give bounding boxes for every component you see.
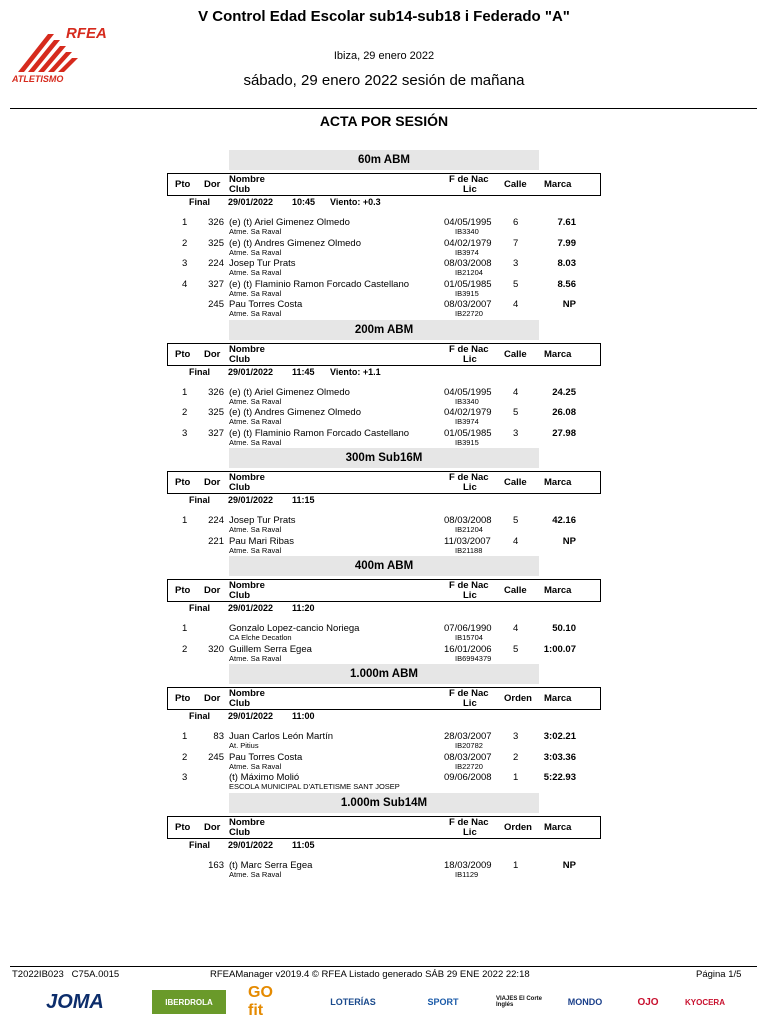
result-mark: 24.25 bbox=[552, 386, 576, 398]
event-title: 400m ABM bbox=[229, 556, 539, 576]
athlete-club: At. Pitius bbox=[229, 741, 259, 750]
birth-date: 07/06/1990 bbox=[444, 623, 492, 634]
col-dor: Dor bbox=[204, 179, 221, 190]
lane: 5 bbox=[513, 407, 519, 418]
heat-date: 29/01/2022 bbox=[228, 366, 274, 377]
result-mark: 8.56 bbox=[557, 278, 576, 290]
position: 2 bbox=[182, 237, 188, 249]
col-lic: Lic bbox=[463, 826, 477, 838]
position: 2 bbox=[182, 643, 188, 655]
heat-date: 29/01/2022 bbox=[228, 711, 274, 721]
birth-date: 08/03/2007 bbox=[444, 751, 492, 763]
sponsor-ojo-logo: OJO bbox=[637, 996, 659, 1008]
birth-date: 18/03/2009 bbox=[444, 859, 492, 871]
result-row bbox=[0, 731, 768, 752]
birth-date: 04/05/1995 bbox=[444, 386, 492, 398]
col-pto: Pto bbox=[175, 585, 191, 596]
bib-number: 325 bbox=[208, 237, 224, 249]
col-lane: Calle bbox=[504, 348, 527, 360]
col-dor: Dor bbox=[204, 693, 221, 704]
place-date: Ibiza, 29 enero 2022 bbox=[333, 50, 435, 62]
athlete-name: (e) (t) Ariel Gimenez Olmedo bbox=[229, 386, 350, 398]
athlete-name: (e) (t) Ariel Gimenez Olmedo bbox=[229, 217, 350, 228]
col-fnac: F de Nac bbox=[449, 688, 489, 699]
event-section bbox=[0, 793, 768, 881]
result-row bbox=[0, 644, 768, 665]
column-header bbox=[167, 343, 601, 366]
col-lane: Calle bbox=[504, 477, 527, 488]
heat-time: 11:20 bbox=[292, 603, 315, 613]
result-row bbox=[0, 258, 768, 279]
license: IB1129 bbox=[455, 869, 479, 879]
birth-date: 08/03/2007 bbox=[444, 299, 492, 310]
col-dor: Dor bbox=[204, 477, 221, 488]
result-row bbox=[0, 515, 768, 536]
athlete-name: Pau Torres Costa bbox=[229, 751, 303, 763]
lane: 2 bbox=[513, 751, 519, 763]
license: IB3915 bbox=[455, 288, 479, 298]
position: 3 bbox=[182, 258, 188, 269]
bib-number: 221 bbox=[208, 535, 224, 547]
footer-code: T2022IB023 C75A.0015 bbox=[12, 969, 120, 980]
birth-date: 04/05/1995 bbox=[444, 217, 492, 228]
col-fnac: F de Nac bbox=[449, 816, 489, 828]
col-club: Club bbox=[229, 698, 251, 709]
birth-date: 28/03/2007 bbox=[444, 731, 492, 742]
bib-number: 320 bbox=[208, 643, 224, 655]
result-row bbox=[0, 772, 768, 793]
col-lic: Lic bbox=[463, 184, 477, 195]
license: IB21204 bbox=[455, 268, 483, 277]
heat-label: Final bbox=[189, 603, 211, 613]
athlete-name: (e) (t) Flaminio Ramon Forcado Castellano bbox=[229, 278, 410, 290]
event-title: 1.000m Sub14M bbox=[229, 793, 539, 813]
result-row bbox=[0, 299, 768, 320]
bib-number: 83 bbox=[213, 731, 224, 742]
col-pto: Pto bbox=[175, 179, 191, 190]
col-lane: Calle bbox=[504, 179, 527, 190]
event-section bbox=[0, 664, 768, 793]
lane: 6 bbox=[513, 217, 519, 228]
sponsor-kyocera-logo: KYOCERA bbox=[684, 997, 725, 1007]
result-mark: 7.99 bbox=[557, 237, 576, 249]
col-pto: Pto bbox=[175, 348, 191, 360]
result-row bbox=[0, 217, 768, 238]
event-title: 300m Sub16M bbox=[229, 448, 539, 468]
position: 1 bbox=[182, 217, 188, 228]
bib-number: 326 bbox=[208, 386, 224, 398]
col-pto: Pto bbox=[175, 693, 191, 704]
position: 3 bbox=[182, 427, 188, 439]
bib-number: 327 bbox=[208, 278, 224, 290]
athlete-club: Atme. Sa Raval bbox=[229, 247, 282, 257]
page-number: Página 1/5 bbox=[696, 969, 742, 980]
col-nombre: Nombre bbox=[229, 816, 265, 828]
heat-info bbox=[0, 196, 768, 210]
position: 2 bbox=[182, 407, 188, 418]
column-header bbox=[167, 173, 601, 196]
bib-number: 224 bbox=[208, 515, 224, 526]
heat-time: 10:45 bbox=[292, 197, 316, 207]
athlete-name: (t) Marc Serra Egea bbox=[229, 859, 313, 871]
col-club: Club bbox=[229, 353, 251, 365]
heat-date: 29/01/2022 bbox=[228, 603, 274, 613]
result-row bbox=[0, 623, 768, 644]
bib-number: 245 bbox=[208, 299, 224, 310]
bib-number: 224 bbox=[208, 258, 224, 269]
birth-date: 09/06/2008 bbox=[444, 772, 492, 783]
event-section bbox=[0, 556, 768, 664]
athlete-club: Atme. Sa Raval bbox=[229, 869, 282, 879]
col-lic: Lic bbox=[463, 590, 477, 601]
col-lane: Calle bbox=[504, 585, 527, 596]
col-marca: Marca bbox=[544, 585, 572, 596]
athlete-name: Josep Tur Prats bbox=[229, 258, 296, 269]
license: IB21188 bbox=[455, 545, 483, 555]
rfea-logo bbox=[8, 22, 108, 84]
athlete-name: (t) Máximo Molió bbox=[229, 772, 300, 783]
col-lic: Lic bbox=[463, 353, 477, 365]
heat-time: 11:00 bbox=[292, 711, 315, 721]
athlete-name: Pau Torres Costa bbox=[229, 299, 303, 310]
result-mark: NP bbox=[562, 859, 576, 871]
sponsor-iberdrola-logo: IBERDROLA bbox=[152, 990, 226, 1014]
col-club: Club bbox=[229, 590, 251, 601]
lane: 1 bbox=[513, 772, 519, 783]
birth-date: 08/03/2008 bbox=[444, 258, 492, 269]
athlete-name: Guillem Serra Egea bbox=[229, 643, 312, 655]
athlete-club: Atme. Sa Raval bbox=[229, 761, 282, 771]
result-mark: 27.98 bbox=[552, 427, 576, 439]
lane: 4 bbox=[513, 299, 519, 310]
result-row bbox=[0, 279, 768, 300]
license: IB15704 bbox=[455, 633, 483, 642]
result-mark: 5:22.93 bbox=[543, 772, 576, 783]
athlete-club: Atme. Sa Raval bbox=[229, 653, 282, 663]
athlete-club: Atme. Sa Raval bbox=[229, 545, 282, 555]
col-fnac: F de Nac bbox=[449, 472, 489, 483]
position: 1 bbox=[182, 386, 188, 398]
column-header bbox=[167, 687, 601, 710]
birth-date: 08/03/2008 bbox=[444, 515, 492, 526]
sponsor-gofit-logo: GO fit bbox=[248, 984, 273, 1019]
license: IB3340 bbox=[455, 396, 479, 406]
column-header bbox=[167, 471, 601, 494]
position: 4 bbox=[182, 278, 188, 290]
lane: 5 bbox=[513, 515, 519, 526]
birth-date: 11/03/2007 bbox=[444, 535, 491, 547]
result-mark: 3:02.21 bbox=[543, 731, 576, 742]
position: 1 bbox=[182, 623, 188, 634]
athlete-name: Pau Mari Ribas bbox=[229, 535, 294, 547]
result-row bbox=[0, 860, 768, 881]
col-pto: Pto bbox=[175, 821, 191, 833]
athlete-club: Atme. Sa Raval bbox=[229, 268, 282, 277]
lane: 4 bbox=[513, 386, 519, 398]
athlete-club: Atme. Sa Raval bbox=[229, 525, 282, 534]
col-lane: Orden bbox=[504, 821, 532, 833]
col-marca: Marca bbox=[544, 477, 572, 488]
athlete-name: Juan Carlos León Martín bbox=[229, 731, 334, 742]
athlete-name: Josep Tur Prats bbox=[229, 515, 296, 526]
result-mark: 42.16 bbox=[552, 515, 576, 526]
athlete-club: Atme. Sa Raval bbox=[229, 417, 282, 426]
col-dor: Dor bbox=[204, 585, 221, 596]
heat-label: Final bbox=[189, 495, 211, 505]
heat-wind: Viento: +0.3 bbox=[330, 197, 381, 207]
birth-date: 04/02/1979 bbox=[444, 237, 492, 249]
license: IB22720 bbox=[455, 761, 483, 771]
heat-date: 29/01/2022 bbox=[228, 839, 274, 850]
license: IB6994379 bbox=[455, 653, 492, 663]
license: IB3974 bbox=[455, 247, 479, 257]
athlete-club: ESCOLA MUNICIPAL D'ATLETISME SANT JOSEP bbox=[229, 782, 400, 791]
bib-number: 245 bbox=[208, 751, 224, 763]
bib-number: 163 bbox=[208, 859, 224, 871]
license: IB3915 bbox=[455, 437, 479, 447]
heat-date: 29/01/2022 bbox=[228, 197, 274, 207]
lane: 3 bbox=[513, 731, 519, 742]
col-club: Club bbox=[229, 482, 251, 493]
logo-text-top: RFEA bbox=[66, 25, 107, 42]
col-fnac: F de Nac bbox=[449, 174, 489, 185]
sponsor-loterias-logo: LOTERÍAS bbox=[330, 997, 376, 1007]
result-row bbox=[0, 752, 768, 773]
heat-info bbox=[0, 602, 768, 616]
result-row bbox=[0, 387, 768, 408]
sponsor-sport-logo: SPORT bbox=[427, 997, 459, 1007]
result-mark: 3:03.36 bbox=[543, 751, 576, 763]
heat-label: Final bbox=[189, 366, 211, 377]
athlete-name: (e) (t) Flaminio Ramon Forcado Castellano bbox=[229, 427, 410, 439]
result-row bbox=[0, 428, 768, 449]
athlete-name: Gonzalo Lopez-cancio Noriega bbox=[229, 623, 360, 634]
position: 1 bbox=[182, 731, 188, 742]
col-pto: Pto bbox=[175, 477, 191, 488]
heat-time: 11:45 bbox=[292, 366, 315, 377]
col-marca: Marca bbox=[544, 348, 572, 360]
lane: 3 bbox=[513, 258, 519, 269]
header-divider bbox=[10, 108, 757, 109]
athlete-club: Atme. Sa Raval bbox=[229, 288, 282, 298]
license: IB3340 bbox=[455, 227, 479, 236]
result-mark: 50.10 bbox=[552, 623, 576, 634]
position: 3 bbox=[182, 772, 188, 783]
event-section bbox=[0, 150, 768, 320]
col-marca: Marca bbox=[544, 179, 572, 190]
athlete-name: (e) (t) Andres Gimenez Olmedo bbox=[229, 237, 361, 249]
col-nombre: Nombre bbox=[229, 580, 265, 591]
result-mark: NP bbox=[562, 299, 576, 310]
heat-info bbox=[0, 366, 768, 380]
heat-info bbox=[0, 494, 768, 508]
athlete-club: Atme. Sa Raval bbox=[229, 309, 282, 318]
sponsor-joma-logo: JOMA bbox=[46, 990, 104, 1013]
col-lane: Orden bbox=[504, 693, 532, 704]
heat-time: 11:05 bbox=[292, 839, 315, 850]
events-list bbox=[0, 150, 768, 880]
license: IB22720 bbox=[455, 309, 483, 318]
position: 1 bbox=[182, 515, 188, 526]
col-club: Club bbox=[229, 826, 251, 838]
col-nombre: Nombre bbox=[229, 472, 265, 483]
athlete-name: (e) (t) Andres Gimenez Olmedo bbox=[229, 407, 361, 418]
bib-number: 326 bbox=[208, 217, 224, 228]
session-title: sábado, 29 enero 2022 sesión de mañana bbox=[243, 72, 525, 89]
result-mark: 8.03 bbox=[557, 258, 576, 269]
lane: 4 bbox=[513, 535, 519, 547]
lane: 1 bbox=[513, 859, 519, 871]
heat-info bbox=[0, 710, 768, 724]
event-section bbox=[0, 320, 768, 449]
lane: 7 bbox=[513, 237, 519, 249]
license: IB3974 bbox=[455, 417, 479, 426]
sponsor-viajes-logo: VIAJES El Corte Inglés bbox=[496, 996, 543, 1008]
col-lic: Lic bbox=[463, 698, 477, 709]
athlete-club: CA Elche Decatlon bbox=[229, 633, 292, 642]
sponsor-mondo-logo: MONDO bbox=[567, 997, 603, 1007]
result-mark: 26.08 bbox=[552, 407, 576, 418]
col-dor: Dor bbox=[204, 348, 221, 360]
result-row bbox=[0, 536, 768, 557]
col-nombre: Nombre bbox=[229, 174, 265, 185]
result-mark: 7.61 bbox=[557, 217, 576, 228]
athlete-club: Atme. Sa Raval bbox=[229, 396, 282, 406]
birth-date: 04/02/1979 bbox=[444, 407, 492, 418]
result-row bbox=[0, 407, 768, 428]
col-fnac: F de Nac bbox=[449, 580, 489, 591]
heat-date: 29/01/2022 bbox=[228, 495, 274, 505]
col-marca: Marca bbox=[544, 693, 572, 704]
heat-label: Final bbox=[189, 839, 211, 850]
col-club: Club bbox=[229, 184, 251, 195]
athlete-club: Atme. Sa Raval bbox=[229, 227, 282, 236]
license: IB21204 bbox=[455, 525, 483, 534]
document-title: ACTA POR SESIÓN bbox=[319, 113, 449, 129]
heat-info bbox=[0, 839, 768, 853]
birth-date: 16/01/2006 bbox=[444, 643, 492, 655]
heat-label: Final bbox=[189, 711, 211, 721]
col-nombre: Nombre bbox=[229, 688, 265, 699]
athlete-club: Atme. Sa Raval bbox=[229, 437, 282, 447]
lane: 4 bbox=[513, 623, 519, 634]
position: 2 bbox=[182, 751, 188, 763]
column-header bbox=[167, 816, 601, 839]
heat-wind: Viento: +1.1 bbox=[330, 366, 381, 377]
col-dor: Dor bbox=[204, 821, 221, 833]
birth-date: 01/05/1985 bbox=[444, 427, 492, 439]
page-title: V Control Edad Escolar sub14-sub18 i Federado "A" bbox=[198, 8, 570, 25]
footer-divider bbox=[10, 966, 757, 967]
lane: 5 bbox=[513, 643, 519, 655]
col-fnac: F de Nac bbox=[449, 343, 489, 355]
event-title: 1.000m ABM bbox=[229, 664, 539, 684]
bib-number: 327 bbox=[208, 427, 224, 439]
col-marca: Marca bbox=[544, 821, 572, 833]
result-mark: NP bbox=[562, 535, 576, 547]
event-section bbox=[0, 448, 768, 556]
license: IB20782 bbox=[455, 741, 483, 750]
result-row bbox=[0, 238, 768, 259]
lane: 3 bbox=[513, 427, 519, 439]
col-lic: Lic bbox=[463, 482, 477, 493]
heat-label: Final bbox=[189, 197, 211, 207]
heat-time: 11:15 bbox=[292, 495, 315, 505]
event-title: 60m ABM bbox=[229, 150, 539, 170]
event-title: 200m ABM bbox=[229, 320, 539, 340]
bib-number: 325 bbox=[208, 407, 224, 418]
lane: 5 bbox=[513, 278, 519, 290]
logo-text-bottom: ATLETISMO bbox=[12, 74, 64, 84]
result-mark: 1:00.07 bbox=[543, 643, 576, 655]
col-nombre: Nombre bbox=[229, 343, 265, 355]
birth-date: 01/05/1985 bbox=[444, 278, 492, 290]
column-header bbox=[167, 579, 601, 602]
footer-generator: RFEAManager v2019.4 © RFEA Listado generado SÁB 29 ENE 2022 22:18 bbox=[210, 969, 530, 980]
